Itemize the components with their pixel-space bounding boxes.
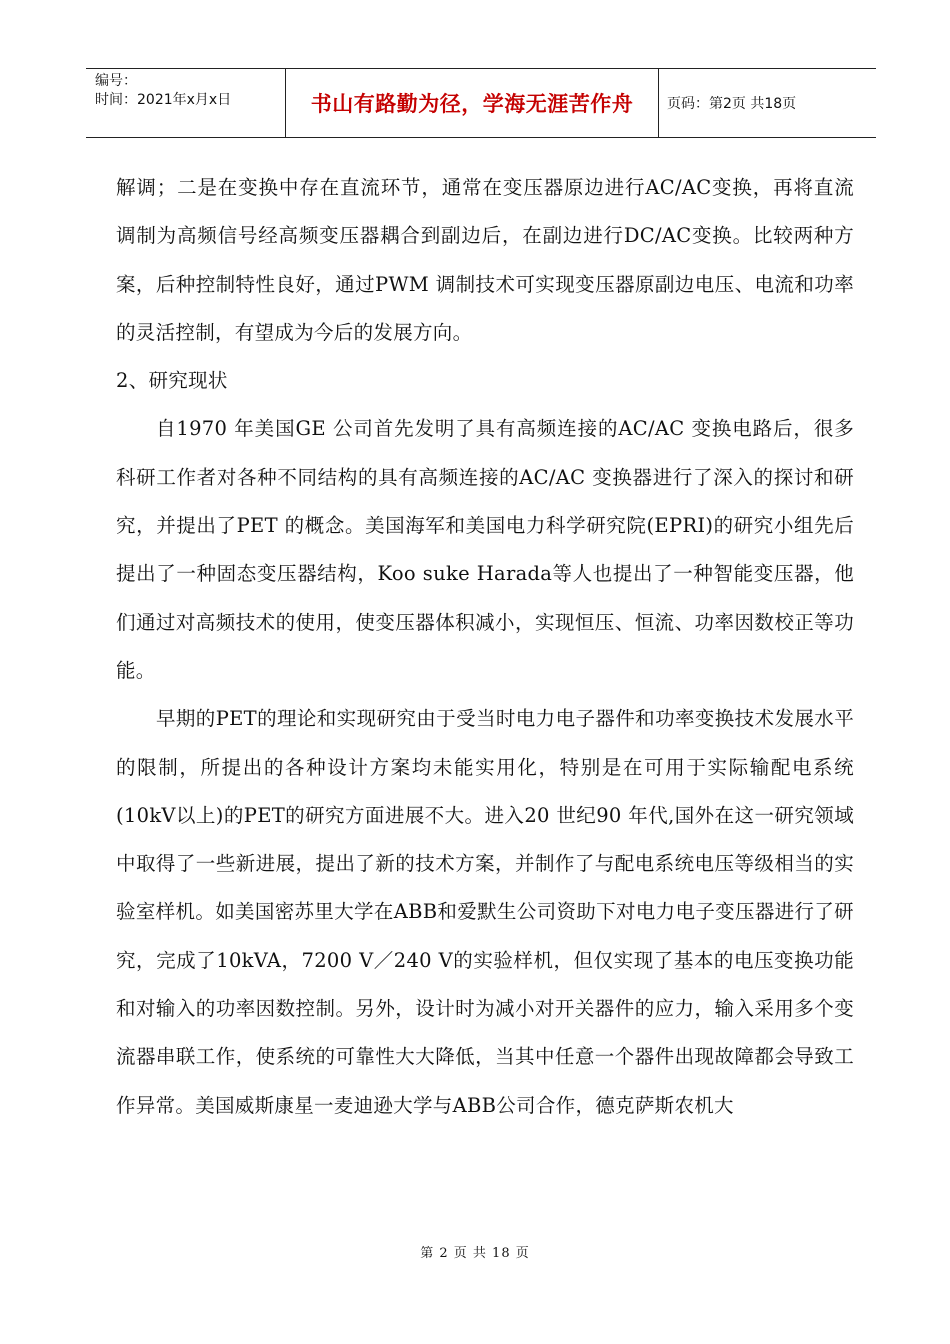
header-meta-cell [86, 69, 286, 137]
paragraph-research-status: 自1970 年美国GE 公司首先发明了具有高频连接的AC/AC 变换电路后，很多科研工作者对各种不同结构的具有高频连接的AC/AC 变换器进行了深入的探讨和研究，并提出了PET 的概念。美国海军和美国电力科学研究院(EPRI)的研究小组先后提出了一种固态变压器结构，Koo suke Harada等人也提出了一种智能变压器，他们通过对高频技术的使用，使变压器体积减小，实现恒压、恒流、功率因数校正等功能。 [116, 417, 854, 682]
paragraph-continuation: 解调；二是在变换中存在直流环节，通常在变压器原边进行AC/AC变换，再将直流调制为高频信号经高频变压器耦合到副边后，在副边进行DC/AC变换。比较两种方案，后种控制特性良好，通过PWM 调制技术可实现变压器原副边电压、电流和功率的灵活控制，有望成为今后的发展方向。 [116, 176, 854, 344]
paragraph-early-pet: 早期的PET的理论和实现研究由于受当时电力电子器件和功率变换技术发展水平的限制，所提出的各种设计方案均未能实用化，特别是在可用于实际输配电系统(10kV以上)的PET的研究方面进展不大。进入20 世纪90 年代,国外在这一研究领域中取得了一些新进展，提出了新的技术方案，并制作了与配电系统电压等级相当的实验室样机。如美国密苏里大学在ABB和爱默生公司资助下对电力电子变压器进行了研究，完成了10kVA，7200 V／240 V的实验样机，但仅实现了基本的电压变换功能和对输入的功率因数控制。另外，设计时为减小对开关器件的应力，输入采用多个变流器串联工作，使系统的可靠性大大降低，当其中任意一个器件出现故障都会导致工作异常。美国威斯康星一麦迪逊大学与ABB公司合作，德克萨斯农机大 [116, 707, 854, 1117]
section-heading: 2、研究现状 [116, 369, 228, 393]
header-motto: 书山有路勤为径，学海无涯苦作舟 [286, 69, 659, 137]
document-body [116, 164, 854, 1130]
page-footer: 第 2 页 共 18 页 [420, 1246, 530, 1261]
header-page-label: 页码：第2页 共18页 [667, 96, 797, 112]
document-time-label: 时间：2021年x月x日 [95, 92, 232, 108]
document-number-label: 编号： [95, 73, 137, 89]
document-header [86, 68, 876, 138]
